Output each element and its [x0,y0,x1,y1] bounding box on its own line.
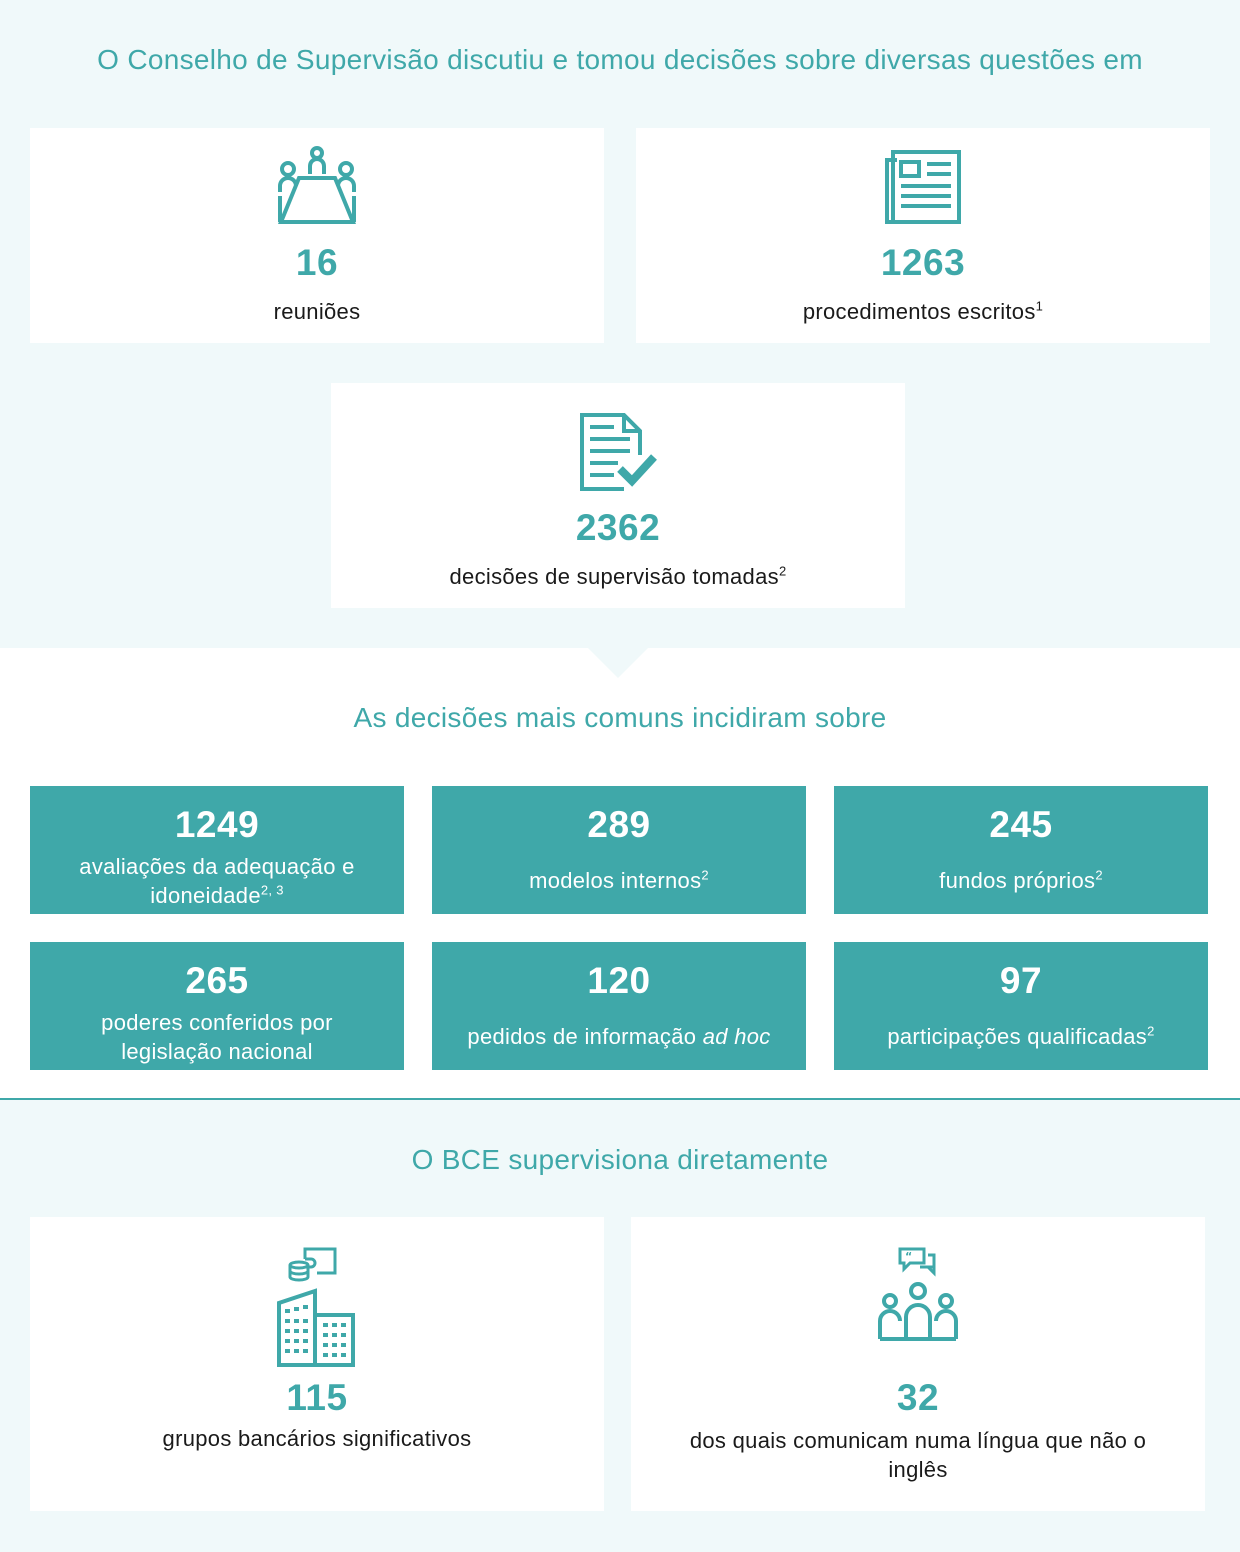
pointer-arrow [588,648,648,678]
tile-internal-models [432,786,806,914]
tile-label: avaliações da adequação e idoneidade$^{2, 3}$ [79,854,355,908]
decisions-label: decisões de supervisão tomadas$^2$ [449,563,787,589]
document-check-icon [578,411,658,491]
tile-national-powers [30,942,404,1070]
written-procedures-value: 1263 [880,242,966,283]
banking-groups-value: 115 [286,1377,348,1418]
people-speech-icon [876,1247,960,1343]
banking-groups-label: grupos bancários significativos [162,1426,472,1451]
tile-value: 265 [185,960,249,1001]
tile-label: pedidos de informação ad hoc [467,1024,771,1049]
meetings-value: 16 [295,242,339,283]
tile-label: participações qualificadas$^2$ [887,1023,1155,1049]
tile-label: modelos internos$^2$ [529,867,709,893]
non-english-value: 32 [896,1377,940,1418]
svg-text:“: “ [905,1250,913,1263]
tile-own-funds [834,786,1208,914]
written-procedures-label: procedimentos escritos$^1$ [802,298,1044,324]
tile-value: 289 [587,804,651,845]
section-title-board: O Conselho de Supervisão discutiu e tomou decisões sobre diversas questões em [97,44,1143,75]
tile-value: 120 [587,960,651,1001]
tile-label: poderes conferidos por legislação nacional [101,1010,333,1064]
stat-card-banking-groups [30,1217,604,1511]
stat-card-decisions [331,383,905,608]
meeting-table-icon [277,146,357,226]
tile-label: fundos próprios$^2$ [939,867,1103,893]
section-title-common: As decisões mais comuns incidiram sobre [353,702,887,733]
stat-card-non-english [631,1217,1205,1511]
tile-value: 1249 [174,804,260,845]
section-title-supervision: O BCE supervisiona diretamente [411,1144,829,1175]
tile-adhoc-requests [432,942,806,1070]
section-divider [0,1098,1240,1100]
stat-card-meetings [30,128,604,343]
stat-card-written-procedures [636,128,1210,343]
non-english-label: dos quais comunicam numa língua que não o inglês [689,1428,1147,1482]
written-document-icon [883,146,963,226]
tile-value: 97 [999,960,1043,1001]
meetings-label: reuniões [273,299,361,324]
decisions-value: 2362 [575,507,661,548]
bank-buildings-icon [275,1245,359,1369]
tile-fit-proper [30,786,404,914]
tile-qualifying-holdings [834,942,1208,1070]
tile-value: 245 [989,804,1053,845]
